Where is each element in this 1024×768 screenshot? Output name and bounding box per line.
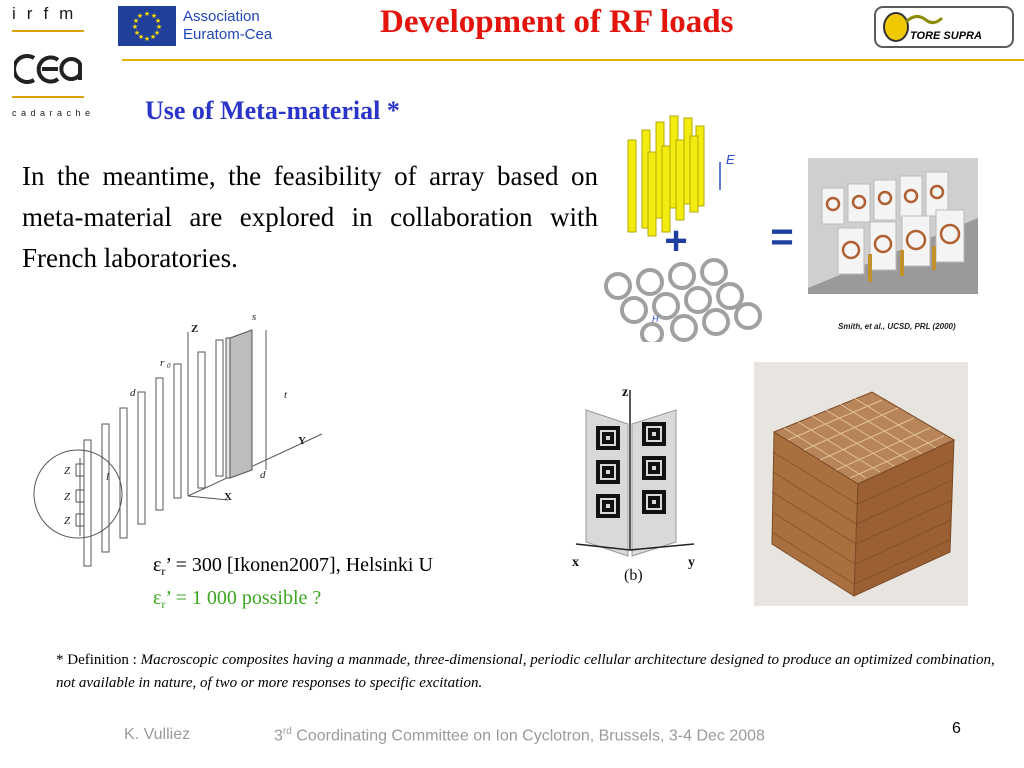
label-z3: Z xyxy=(64,515,71,527)
label-d2: d xyxy=(260,469,266,481)
srr-axis-z: z xyxy=(622,385,629,400)
page-number: 6 xyxy=(952,720,961,737)
svg-text:★: ★ xyxy=(132,17,140,25)
plus-sign: + xyxy=(664,219,688,263)
section-subtitle: Use of Meta-material * xyxy=(145,96,400,125)
srr-panel-label: (b) xyxy=(624,567,643,584)
label-r-sub: 0 xyxy=(167,362,171,370)
axis-label-z: Z xyxy=(191,323,199,335)
svg-text:★: ★ xyxy=(131,23,139,31)
svg-text:★: ★ xyxy=(136,12,144,20)
logo-divider xyxy=(12,96,84,98)
label-s: s xyxy=(252,311,257,323)
rod xyxy=(676,140,684,220)
label-r: r xyxy=(160,357,165,369)
metamaterial-photo xyxy=(808,158,978,294)
srr-plates-figure xyxy=(566,380,706,590)
srr-axis-y: y xyxy=(688,555,695,570)
label-z2: Z xyxy=(64,491,71,503)
svg-text:★: ★ xyxy=(150,12,158,20)
axis-label-x: X xyxy=(224,491,232,503)
footer-conference: 3rd Coordinating Committee on Ion Cyclotron, Brussels, 3-4 Dec 2008 xyxy=(274,726,765,745)
tore-supra-label: TORE SUPRA xyxy=(910,30,982,42)
svg-text:★: ★ xyxy=(149,33,157,41)
eu-flag-icon xyxy=(118,6,176,46)
footer-author: K. Vulliez xyxy=(124,726,191,743)
permittivity-line-2: $\varepsilon_r$’ = 1 000 possible ? xyxy=(153,587,322,611)
irfm-logo: irfm xyxy=(12,4,85,23)
metamaterial-cube-photo xyxy=(754,362,968,606)
equals-sign: = xyxy=(770,215,794,259)
axis-label-y: Y xyxy=(298,435,306,447)
rod xyxy=(648,152,656,236)
srr-axis-x: x xyxy=(572,555,579,570)
h-field-label: H xyxy=(652,314,659,324)
svg-text:★: ★ xyxy=(155,23,163,31)
association-label: Association Euratom-Cea xyxy=(183,8,273,43)
e-field-label: E xyxy=(726,152,735,167)
header-rule xyxy=(122,59,1024,61)
wire-array-schematic xyxy=(30,308,330,578)
label-d: d xyxy=(130,387,136,399)
rod xyxy=(628,140,636,232)
definition-note: * Definition : Macroscopic composites having a manmade, three-dimensional, periodic cellular architecture designed to produce an optimized combination, not available in nature, of two or more responses to specific excitation. xyxy=(56,652,995,691)
svg-text:★: ★ xyxy=(137,33,145,41)
svg-text:★: ★ xyxy=(143,10,151,18)
svg-text:★: ★ xyxy=(154,17,162,25)
slide-title: Development of RF loads xyxy=(380,4,734,40)
permittivity-line-1: $\varepsilon_r$’ = 300 [Ikonen2007], Helsinki U xyxy=(153,554,433,578)
logo-divider xyxy=(12,30,84,32)
label-z1: Z xyxy=(64,465,71,477)
cea-logo xyxy=(14,52,86,86)
cadarache-label: cadarache xyxy=(12,108,95,118)
label-l: l xyxy=(106,471,110,483)
svg-text:★: ★ xyxy=(133,29,141,37)
rod xyxy=(690,136,698,212)
svg-text:★: ★ xyxy=(153,29,161,37)
rods-and-rings-figure xyxy=(596,112,806,342)
svg-text:★: ★ xyxy=(143,35,151,43)
smith-citation: Smith, et al., UCSD, PRL (2000) xyxy=(838,322,956,331)
x-axis xyxy=(188,496,228,500)
label-t: t xyxy=(284,389,288,401)
intro-paragraph: In the meantime, the feasibility of array based on meta-material are explored in collaboration with French laboratories. xyxy=(22,161,598,273)
